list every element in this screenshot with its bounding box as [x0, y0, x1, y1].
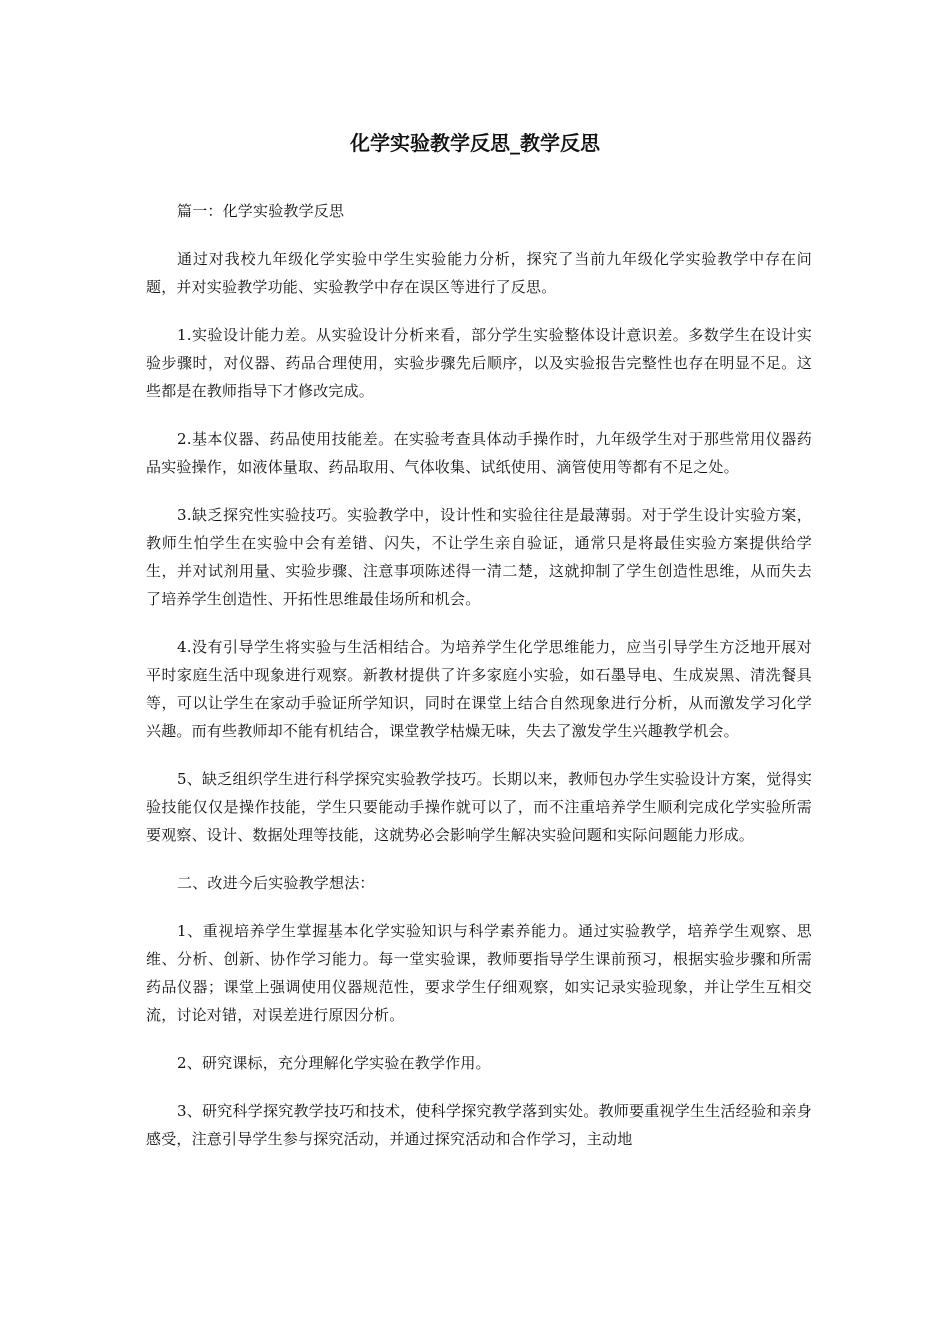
paragraph-item-4: 4.没有引导学生将实验与生活相结合。为培养学生化学思维能力，应当引导学生方泛地开展对平时家庭生活中现象进行观察。新教材提供了许多家庭小实验，如石墨导电、生成炭黑、清洗餐具等，可以让学生在家动手验证所学知识，同时在课堂上结合自然现象进行分析，从而激发学习化学兴趣。而有些教师却不能有机结合，课堂教学枯燥无味，失去了激发学生兴趣教学机会。: [146, 638, 812, 740]
section-heading-part-two: 二、改进今后实验教学想法：: [177, 874, 375, 892]
paragraph-item-1: 1.实验设计能力差。从实验设计分析来看，部分学生实验整体设计意识差。多数学生在设计实验步骤时，对仪器、药品合理使用，实验步骤先后顺序，以及实验报告完整性也存在明显不足。这些都是在教师指导下才修改完成。: [146, 326, 812, 400]
paragraph-item-3: 3.缺乏探究性实验技巧。实验教学中，设计性和实验往往是最薄弱。对于学生设计实验方案，教师生怕学生在实验中会有差错、闪失，不让学生亲自验证，通常只是将最佳实验方案提供给学生，并对试剂用量、实验步骤、注意事项陈述得一清二楚，这就抑制了学生创造性思维，从而失去了培养学生创造性、开拓性思维最佳场所和机会。: [146, 506, 812, 608]
section-heading-part-one: 篇一：化学实验教学反思: [177, 202, 345, 220]
paragraph-item-5: 5、缺乏组织学生进行科学探究实验教学技巧。长期以来，教师包办学生实验设计方案，觉得实验技能仅仅是操作技能，学生只要能动手操作就可以了，而不注重培养学生顺利完成化学实验所需要观察、设计、数据处理等技能，这就势必会影响学生解决实验问题和实际问题能力形成。: [146, 770, 812, 844]
improvement-item-1: 1、重视培养学生掌握基本化学实验知识与科学素养能力。通过实验教学，培养学生观察、思维、分析、创新、协作学习能力。每一堂实验课，教师要指导学生课前预习，根据实验步骤和所需药品仪器；课堂上强调使用仪器规范性，要求学生仔细观察，如实记录实验现象，并让学生互相交流，讨论对错，对误差进行原因分析。: [146, 922, 812, 1024]
document-body: [146, 197, 812, 1173]
improvement-item-2: 2、研究课标，充分理解化学实验在教学作用。: [177, 1054, 491, 1072]
paragraph-item-2: 2.基本仪器、药品使用技能差。在实验考查具体动手操作时，九年级学生对于那些常用仪器药品实验操作，如液体量取、药品取用、气体收集、试纸使用、滴管使用等都有不足之处。: [146, 430, 812, 476]
intro-paragraph: 通过对我校九年级化学实验中学生实验能力分析，探究了当前九年级化学实验教学中存在问题，并对实验教学功能、实验教学中存在误区等进行了反思。: [146, 250, 812, 296]
document-title: 化学实验教学反思_教学反思: [350, 131, 600, 155]
improvement-item-3: 3、研究科学探究教学技巧和技术，使科学探究教学落到实处。教师要重视学生生活经验和亲身感受，注意引导学生参与探究活动，并通过探究活动和合作学习，主动地: [146, 1102, 812, 1148]
